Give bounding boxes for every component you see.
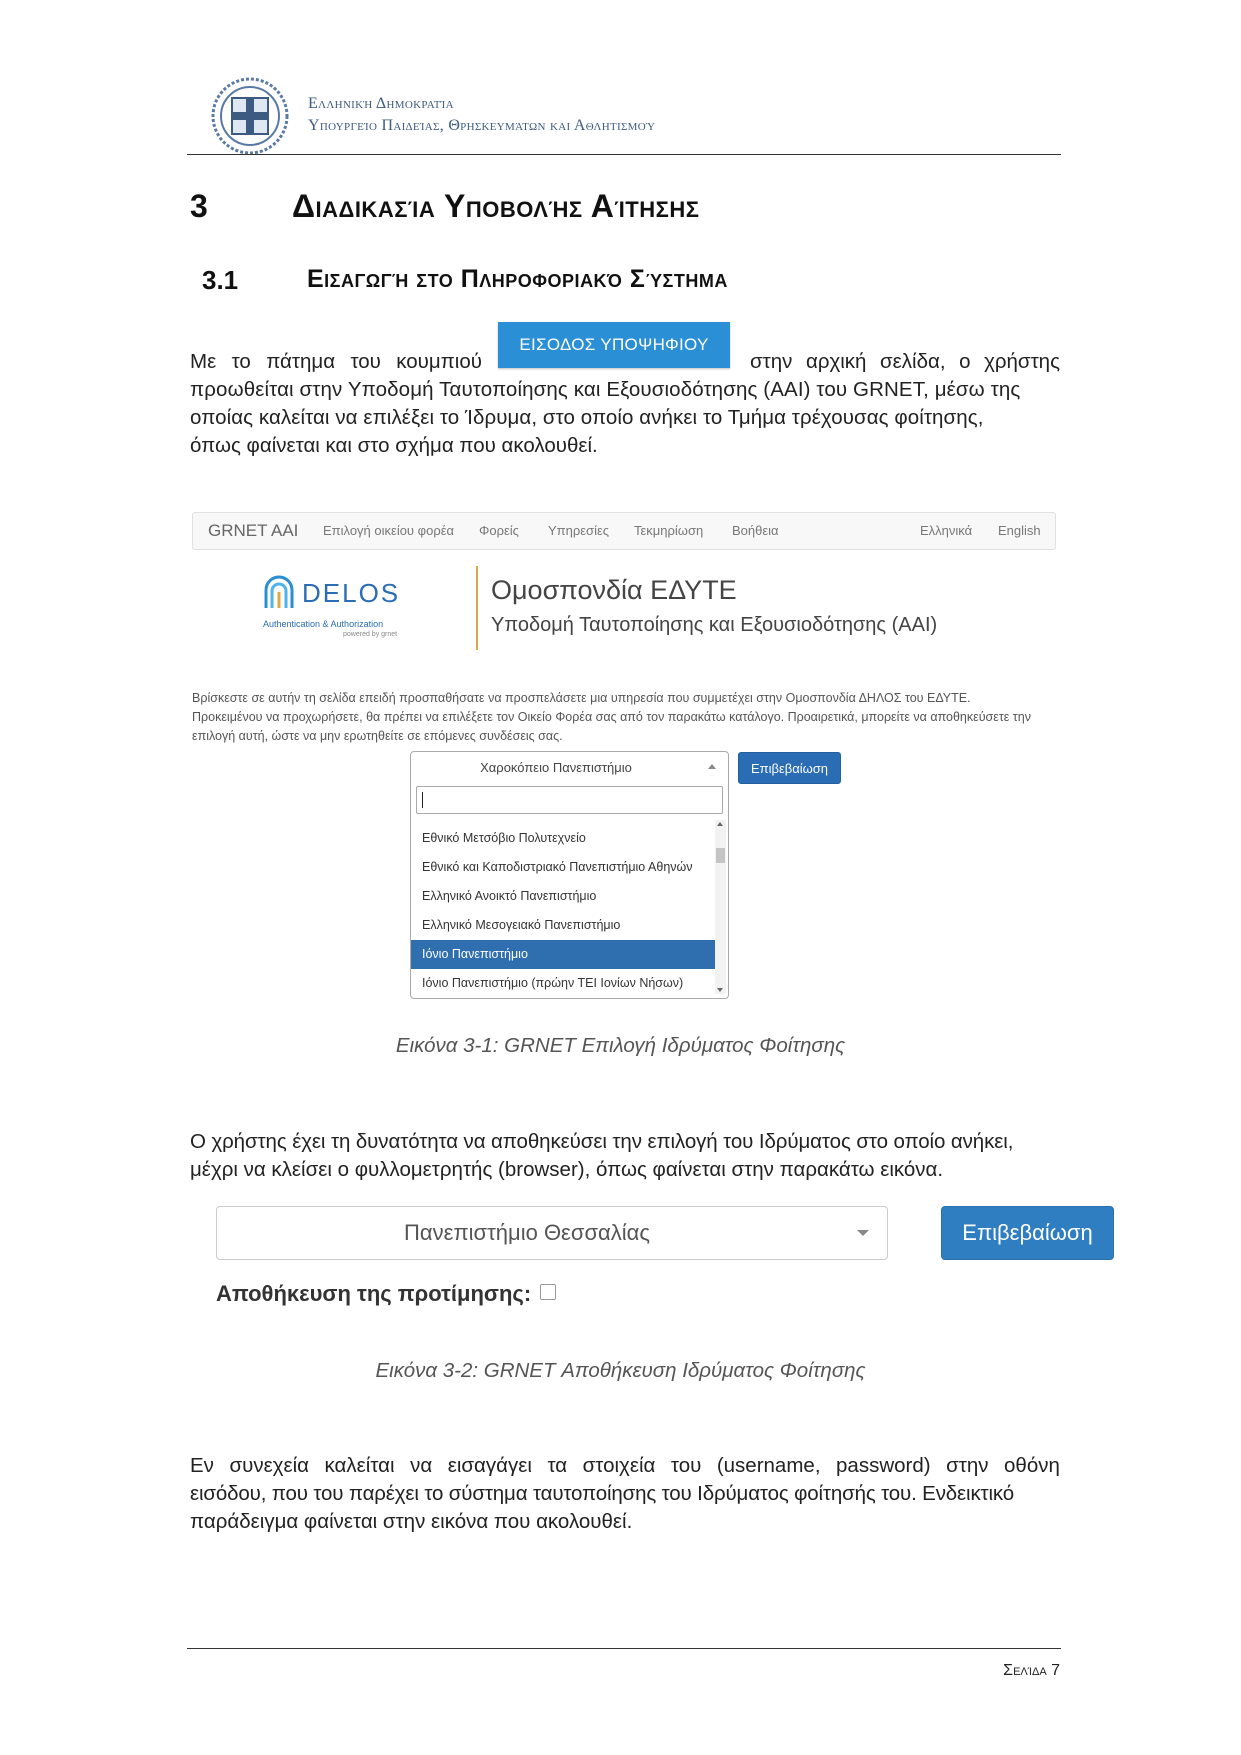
- nav-item-home-org[interactable]: Επιλογή οικείου φορέα: [323, 523, 455, 538]
- greek-republic-emblem: [210, 76, 290, 156]
- word: ο: [959, 350, 971, 373]
- word: καλείται: [324, 1454, 395, 1477]
- paragraph-line: εισόδου, που του παρέχει το σύστημα ταυτοποίησης του Ιδρύματος φοίτησής του. Ενδεικτικό: [190, 1482, 1015, 1505]
- aai-navbar: [192, 512, 1056, 550]
- delos-wordmark: DELOS: [302, 578, 401, 608]
- save-preference-checkbox[interactable]: [540, 1284, 556, 1300]
- lang-greek[interactable]: Ελληνικά: [920, 523, 973, 538]
- word: στην: [946, 1454, 989, 1477]
- section-number: 3: [190, 188, 208, 224]
- paragraph-line: προωθείται στην Υποδομή Ταυτοποίησης και Εξουσιοδότησης (AAI) του GRNET, μέσω της: [190, 378, 1021, 401]
- paragraph-line: [190, 1452, 1060, 1480]
- header-republic: Ελληνική Δημοκρατία: [308, 95, 454, 112]
- header-ministry: Υπουργείο Παιδείας, Θρησκευμάτων και Αθλητισμού: [308, 117, 656, 134]
- word: αρχική: [805, 350, 867, 373]
- section-title: Διαδικασία Υποβολής Αίτησης: [292, 188, 700, 224]
- scroll-thumb[interactable]: [716, 848, 725, 863]
- info-text-line: Προκειμένου να προχωρήσετε, θα πρέπει να επιλέξετε τον Οικείο Φορέα σας από τον παρακάτω κατάλογο. Προαιρετικά, μπορείτε να αποθηκεύσετε την: [192, 710, 1031, 724]
- paragraph-line: παράδειγμα φαίνεται στην εικόνα που ακολουθεί.: [190, 1510, 633, 1533]
- word: κουμπιού: [396, 350, 482, 373]
- dropdown-option[interactable]: Εθνικό Μετσόβιο Πολυτεχνείο: [422, 831, 586, 845]
- word: οθόνη: [1004, 1454, 1060, 1477]
- chevron-down-icon: [857, 1230, 869, 1236]
- word: του: [350, 350, 381, 373]
- nav-item-docs[interactable]: Τεκμηρίωση: [634, 523, 704, 538]
- fingerprint-icon: [262, 574, 296, 614]
- institution-dropdown: [410, 780, 729, 999]
- page-number: Σελίδα 7: [1003, 1662, 1060, 1679]
- word: Εν: [190, 1454, 214, 1477]
- dropdown-option[interactable]: Εθνικό και Καποδιστριακό Πανεπιστήμιο Αθηνών: [422, 860, 693, 874]
- word: τα: [547, 1454, 568, 1477]
- dropdown-scrollbar[interactable]: [715, 820, 726, 994]
- logo-divider: [476, 566, 478, 650]
- dropdown-option[interactable]: Ιόνιο Πανεπιστήμιο (πρώην ΤΕΙ Ιονίων Νήσων): [422, 976, 684, 990]
- lang-english[interactable]: English: [998, 523, 1041, 538]
- word: password): [836, 1454, 931, 1477]
- institution-select-2-value: Πανεπιστήμιο Θεσσαλίας: [404, 1220, 650, 1245]
- delos-powered-by: powered by grnet: [343, 631, 398, 638]
- word: του: [670, 1454, 702, 1477]
- info-text-line: Βρίσκεστε σε αυτήν τη σελίδα επειδή προσπαθήσατε να προσπελάσετε μια υπηρεσία που συμμετέχει στην Ομοσπονδία ΔΗΛΟΣ του ΕΔΥΤΕ.: [192, 691, 971, 705]
- word: χρήστης: [984, 350, 1060, 373]
- word: Με: [190, 350, 217, 373]
- footer-divider: [187, 1648, 1061, 1649]
- word: στην: [750, 350, 793, 373]
- header-divider: [187, 154, 1061, 155]
- word: να: [410, 1454, 433, 1477]
- paragraph-login: [190, 1452, 1060, 1536]
- figure-caption-1: Εικόνα 3-1: GRNET Επιλογή Ιδρύματος Φοίτησης: [395, 1034, 846, 1057]
- save-preference-label: Αποθήκευση της προτίμησης:: [216, 1281, 532, 1306]
- delos-logo: [258, 570, 401, 642]
- figure-caption-2: Εικόνα 3-2: GRNET Αποθήκευση Ιδρύματος Φοίτησης: [375, 1359, 866, 1382]
- confirm-button-large[interactable]: Επιβεβαίωση: [941, 1206, 1114, 1260]
- word: σελίδα,: [880, 350, 946, 373]
- nav-item-services[interactable]: Υπηρεσίες: [548, 523, 610, 538]
- dropdown-option[interactable]: Ελληνικό Μεσογειακό Πανεπιστήμιο: [422, 918, 621, 932]
- word: (username,: [716, 1454, 821, 1477]
- caret-up-icon: [708, 764, 716, 769]
- candidate-login-button[interactable]: ΕΙΣΟΔΟΣ ΥΠΟΨΗΦΙΟΥ: [498, 322, 730, 368]
- confirm-button[interactable]: Επιβεβαίωση: [738, 752, 841, 784]
- word: συνεχεία: [229, 1454, 310, 1477]
- word: στοιχεία: [582, 1454, 656, 1477]
- word: το: [231, 350, 251, 373]
- scroll-up-icon[interactable]: [717, 822, 723, 826]
- nav-item-help[interactable]: Βοήθεια: [732, 523, 779, 538]
- paragraph-line: οποίας καλείται να επιλέξει το Ίδρυμα, στο οποίο ανήκει το Τμήμα τρέχουσας φοίτησης,: [190, 406, 984, 429]
- paragraph-save-preference: [190, 1128, 1060, 1184]
- institution-select-2[interactable]: [216, 1206, 888, 1260]
- paragraph-line: μέχρι να κλείσει ο φυλλομετρητής (browser), όπως φαίνεται στην παρακάτω εικόνα.: [190, 1158, 944, 1181]
- institution-select-value: Χαροκόπειο Πανεπιστήμιο: [480, 760, 632, 775]
- subsection-title: Εισαγωγή στο Πληροφοριακό Σύστημα: [307, 265, 728, 293]
- dropdown-search-input[interactable]: [416, 786, 723, 814]
- dropdown-option-selected[interactable]: Ιόνιο Πανεπιστήμιο: [411, 940, 715, 969]
- text-cursor: [422, 792, 423, 808]
- word: εισαγάγει: [447, 1454, 532, 1477]
- aai-brand[interactable]: GRNET AAI: [208, 521, 299, 540]
- federation-title: Ομοσπονδία ΕΔΥΤΕ: [491, 575, 737, 605]
- scroll-down-icon[interactable]: [717, 988, 723, 992]
- delos-tagline: Authentication & Authorization: [263, 619, 384, 629]
- info-text-line: επιλογή αυτή, ώστε να μην ερωτηθείτε σε επόμενες συνδέσεις σας.: [192, 729, 563, 743]
- subsection-number: 3.1: [202, 265, 239, 295]
- nav-item-orgs[interactable]: Φορείς: [479, 523, 519, 538]
- dropdown-option[interactable]: Ελληνικό Ανοικτό Πανεπιστήμιο: [422, 889, 597, 903]
- paragraph-line: Ο χρήστης έχει τη δυνατότητα να αποθηκεύσει την επιλογή του Ιδρύματος στο οποίο ανήκει,: [190, 1130, 1014, 1153]
- paragraph-line: όπως φαίνεται και στο σχήμα που ακολουθεί.: [190, 434, 598, 457]
- word: πάτημα: [266, 350, 336, 373]
- federation-subtitle: Υποδομή Ταυτοποίησης και Εξουσιοδότησης (AAI): [491, 614, 938, 636]
